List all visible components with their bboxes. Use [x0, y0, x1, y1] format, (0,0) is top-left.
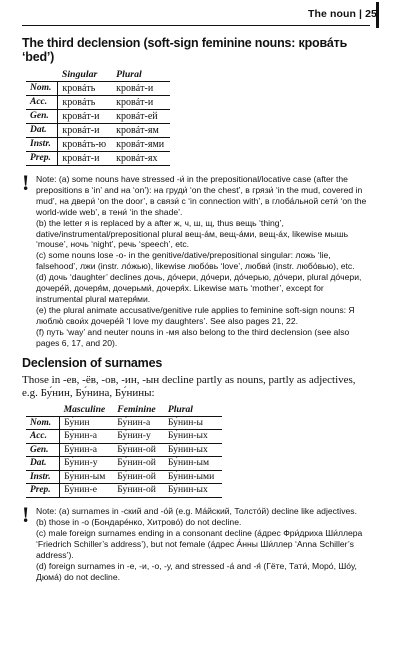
table-row	[26, 138, 170, 152]
note-paragraph: (c) male foreign surnames ending in a consonant decline (а́дрес Фри́дриха Ши́ллера ‘Friedrich Schiller’s address’), but not female (а́дрес А́нны Ши́ллер ‘Anna Schiller’s address’).	[36, 527, 363, 560]
note-paragraph: (f) путь ‘way’ and neuter nouns in -мя also belong to the third declension (see also pages 6, 17, and 20).	[36, 326, 350, 348]
column-header: Masculine	[60, 403, 114, 417]
note-paragraph: (c) some nouns lose -о- in the genitive/dative/prepositional singular: ложь ‘lie, falsehood’, лжи (instr. ло́жью), likewise любо́вь ‘love’, любви́ (instr. любо́вью), etc.	[36, 250, 355, 272]
column-header	[26, 403, 60, 417]
case-label: Prep.	[26, 484, 60, 498]
case-label: Instr.	[26, 470, 60, 484]
table-cell: Бу́нин-ых	[164, 484, 222, 498]
table-cell: Бу́нин-ых	[164, 443, 222, 457]
table-cell: кровáт-и	[112, 82, 170, 96]
table-cell: кровáт-ей	[112, 110, 170, 124]
table-header-row	[26, 68, 170, 82]
table-cell: Бу́нин-ой	[113, 443, 164, 457]
case-label: Gen.	[26, 110, 58, 124]
table-cell: кровáт-и	[112, 96, 170, 110]
table-cell: Бу́нин-а	[60, 443, 114, 457]
table-row	[26, 470, 222, 484]
note-paragraph: (d) дочь ‘daughter’ declines дочь, до́чери, до́чери, до́черью, до́чери, plural до́чери, дочере́й, дочеря́м, дочерьми́, дочеря́х. Likewise мать ‘mother’, except for instrumental plural матеря́ми.	[36, 272, 362, 304]
table-row	[26, 82, 170, 96]
page-content	[22, 30, 372, 582]
case-label: Nom.	[26, 416, 60, 430]
table-cell: Бу́нин-а	[113, 416, 164, 430]
table-cell: кровáть-ю	[58, 138, 112, 152]
case-label: Prep.	[26, 152, 58, 166]
table-cell: Бу́нин	[60, 416, 114, 430]
column-header	[26, 68, 58, 82]
table-row	[26, 96, 170, 110]
case-label: Gen.	[26, 443, 60, 457]
table-cell: кровáт-и	[58, 124, 112, 138]
header-rule	[22, 25, 370, 26]
exclamation-icon: !	[22, 502, 30, 528]
column-header: Feminine	[113, 403, 164, 417]
table-cell: Бу́нин-ыми	[164, 470, 222, 484]
note-paragraph: Note: (a) some nouns have stressed -и́ in the prepositional/locative case (after the prepositions в ‘in’ and на ‘on’): на груди́ ‘on the chest’, в грязи́ ‘in the mud, covered in mud’, на двери́ ‘on the door’, в связи́ с ‘in connection with’, в глоба́льной сети́ ‘on the world-wide web’, в тени́ ‘in the shade’.	[36, 174, 367, 217]
note-paragraph: (d) foreign surnames in -е, -и, -о, -у, and stressed -а́ and -я́ (Гёте, Тати́, Моро́, Шо́у, Дюма́) do not decline.	[36, 560, 357, 582]
note-paragraph: (e) the plural animate accusative/genitive rule applies to feminine soft-sign nouns: Я люблю́ свои́х дочере́й ‘I love my daughters’. See also pages 21, 22.	[36, 304, 355, 326]
table-cell: кровáт-ям	[112, 124, 170, 138]
table-cell: кровáть	[58, 96, 112, 110]
table-row	[26, 457, 222, 471]
case-label: Nom.	[26, 82, 58, 96]
table-cell: Бу́нин-ой	[113, 484, 164, 498]
case-label: Instr.	[26, 138, 58, 152]
case-label: Dat.	[26, 457, 60, 471]
section2-intro: Those in -ев, -ёв, -ов, -ин, -ын decline partly as nouns, partly as adjectives, e.g. Бу́нин, Бу́нина, Бу́нины:	[22, 373, 356, 399]
table-cell: Бу́нин-у	[60, 457, 114, 471]
table-cell: Бу́нин-е	[60, 484, 114, 498]
section1-title: The third declension (soft-sign feminine nouns: кровáть ‘bed’)	[22, 36, 348, 64]
table-row	[26, 152, 170, 166]
table-cell: Бу́нин-ым	[60, 470, 114, 484]
table-row	[26, 443, 222, 457]
table-row	[26, 484, 222, 498]
table-cell: кровáт-ях	[112, 152, 170, 166]
table-cell: Бу́нин-ым	[164, 457, 222, 471]
table-cell: кровáть	[58, 82, 112, 96]
column-header: Singular	[58, 68, 112, 82]
case-label: Acc.	[26, 96, 58, 110]
note-paragraph: Note: (a) surnames in -ский and -о́й (e.g. Ма́йский, Толсто́й) decline like adjectives.	[36, 506, 357, 517]
table-row	[26, 430, 222, 444]
table-header-row	[26, 403, 222, 417]
note-block-1	[22, 170, 372, 349]
table-cell: кровáт-ями	[112, 138, 170, 152]
exclamation-icon: !	[22, 170, 30, 195]
note-paragraph: (b) those in -о (Бондаре́нко, Хитрово́) do not decline.	[36, 516, 242, 527]
case-label: Acc.	[26, 430, 60, 444]
table-row	[26, 110, 170, 124]
table-cell: Бу́нин-ой	[113, 470, 164, 484]
column-header: Plural	[112, 68, 170, 82]
third-declension-table	[26, 68, 170, 166]
note-paragraph: (b) the letter я is replaced by а after ж, ч, ш, щ, thus вещь ‘thing’, dative/instrumental/prepositional plural вещ-а́м, вещ-а́ми, вещ-а́х, likewise мышь ‘mouse’, ночь ‘night’, речь ‘speech’, etc.	[36, 217, 349, 250]
table-cell: Бу́нин-ой	[113, 457, 164, 471]
note-block-2	[22, 502, 372, 582]
column-header: Plural	[164, 403, 222, 417]
table-cell: Бу́нин-ы	[164, 416, 222, 430]
surnames-table	[26, 403, 222, 499]
table-cell: кровáт-и	[58, 152, 112, 166]
case-label: Dat.	[26, 124, 58, 138]
running-header: The noun | 25	[308, 8, 377, 20]
table-row	[26, 124, 170, 138]
table-cell: Бу́нин-а	[60, 430, 114, 444]
table-cell: Бу́нин-у	[113, 430, 164, 444]
table-cell: кровáт-и	[58, 110, 112, 124]
table-row	[26, 416, 222, 430]
section2-title: Declension of surnames	[22, 355, 163, 370]
table-cell: Бу́нин-ых	[164, 430, 222, 444]
